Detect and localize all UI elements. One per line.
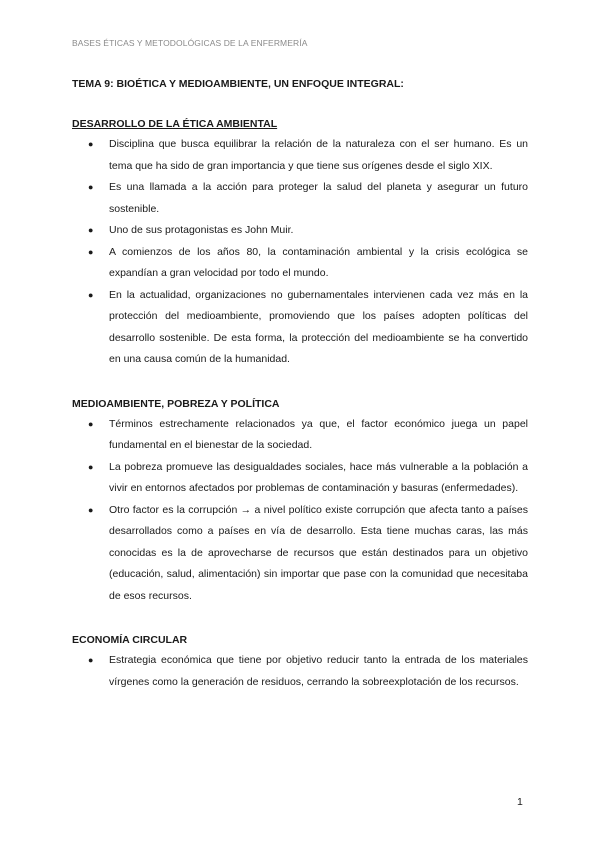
list-item xyxy=(72,177,528,220)
list-item-text: Es una llamada a la acción para proteger la salud del planeta y asegurar un futuro sostenible. xyxy=(109,181,528,215)
list-item-text: Disciplina que busca equilibrar la relación de la naturaleza con el ser humano. Es un tema que ha sido de gran importancia y que tiene sus orígenes desde el siglo XIX. xyxy=(109,138,528,172)
list-item-text: Términos estrechamente relacionados ya que, el factor económico juega un papel fundamental en el bienestar de la sociedad. xyxy=(109,417,528,451)
bullet-icon: ● xyxy=(88,418,94,429)
bullet-icon: ● xyxy=(88,225,94,235)
section-heading: DESARROLLO DE LA ÉTICA AMBIENTAL xyxy=(72,118,278,130)
bullet-icon: ● xyxy=(88,461,94,472)
list-item xyxy=(72,242,528,285)
list-item-text: Uno de sus protagonistas es John Muir. xyxy=(109,224,294,236)
bullet-list xyxy=(72,650,528,693)
list-item xyxy=(72,220,528,242)
list-item xyxy=(72,650,528,693)
section-etica-ambiental xyxy=(72,117,528,371)
bullet-list xyxy=(72,134,528,371)
bullet-icon: ● xyxy=(88,139,94,149)
section-heading: MEDIOAMBIENTE, POBREZA Y POLÍTICA xyxy=(72,397,280,410)
list-item-text: La pobreza promueve las desigualdades sociales, hace más vulnerable a la población a vivir en entornos afectados por problemas de contaminación y basuras (enfermedades). xyxy=(109,460,528,494)
document-title: TEMA 9: BIOÉTICA Y MEDIOAMBIENTE, UN ENFOQUE INTEGRAL: xyxy=(72,78,404,90)
bullet-icon: ● xyxy=(88,182,94,192)
list-item-text: Otro factor es la corrupción → a nivel político existe corrupción que afecta tanto a países desarrollados como a países en vía de desarrollo. Esta tiene muchas caras, las más conocidas es la de aprovecharse de recursos que están destinados para un objetivo (educación, salud, alimentación) sin importar que pase con la comunidad que necesitaba de esos recursos. xyxy=(109,503,528,602)
page-number: 1 xyxy=(517,796,523,808)
list-item-text: En la actualidad, organizaciones no gubernamentales intervienen cada vez más en la protección del medioambiente, promoviendo que los países adopten políticas del desarrollo sostenible. De esta forma, la protección del medioambiente se ha convertido en una causa común de la humanidad. xyxy=(109,288,528,365)
bullet-icon: ● xyxy=(88,655,94,665)
list-item-text: A comienzos de los años 80, la contaminación ambiental y la crisis ecológica se expandían a gran velocidad por todo el mundo. xyxy=(109,245,528,279)
bullet-icon: ● xyxy=(88,504,94,515)
running-header: BASES ÉTICAS Y METODOLÓGICAS DE LA ENFERMERÍA xyxy=(72,38,308,48)
bullet-list xyxy=(72,414,528,608)
bullet-icon: ● xyxy=(88,246,94,257)
section-heading: ECONOMÍA CIRCULAR xyxy=(72,634,188,646)
bullet-icon: ● xyxy=(88,289,94,300)
section-economia-circular xyxy=(72,633,528,693)
list-item-text: Estrategia económica que tiene por objetivo reducir tanto la entrada de los materiales vírgenes como la generación de residuos, cerrando la sobreexplotación de los recursos. xyxy=(109,654,528,688)
document-body xyxy=(72,77,528,693)
list-item xyxy=(72,457,528,500)
list-item xyxy=(72,134,528,177)
list-item xyxy=(72,500,528,608)
list-item xyxy=(72,414,528,457)
section-pobreza-politica xyxy=(72,397,528,608)
list-item xyxy=(72,285,528,371)
